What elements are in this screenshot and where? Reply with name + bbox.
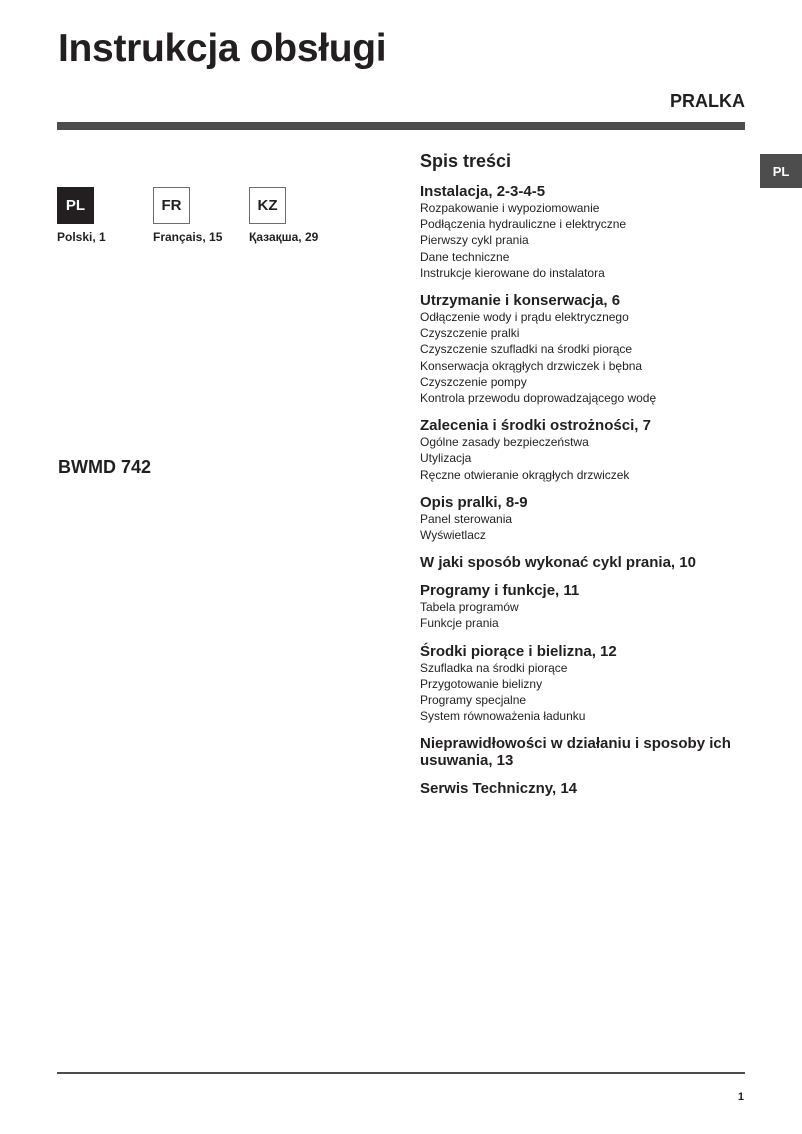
page-number: 1 xyxy=(737,1091,744,1103)
header-divider xyxy=(57,122,745,130)
toc-item[interactable]: Czyszczenie pralki xyxy=(420,326,520,341)
toc-item[interactable]: Kontrola przewodu doprowadzającego wodę xyxy=(420,391,657,406)
toc-heading[interactable]: Serwis Techniczny, 14 xyxy=(420,780,578,798)
toc-heading[interactable]: Opis pralki, 8-9 xyxy=(420,493,528,511)
toc-section-safety xyxy=(420,417,750,483)
toc-item[interactable]: Wyświetlacz xyxy=(420,528,486,543)
toc-item[interactable]: Instrukcje kierowane do instalatora xyxy=(420,265,605,280)
toc-item[interactable]: Podłączenia hydrauliczne i elektryczne xyxy=(420,217,627,232)
toc-item[interactable]: Utylizacja xyxy=(420,451,472,466)
toc-heading[interactable]: Programy i funkcje, 11 xyxy=(420,582,580,600)
language-code-box[interactable]: PL xyxy=(57,187,94,224)
toc-item[interactable]: Funkcje prania xyxy=(420,616,499,631)
language-kz[interactable] xyxy=(249,187,318,244)
toc-heading[interactable]: W jaki sposób wykonać cykl prania, 10 xyxy=(420,554,696,572)
toc-section-description xyxy=(420,494,750,543)
page-title: Instrukcja obsługi xyxy=(58,27,387,70)
toc-heading[interactable]: Utrzymanie i konserwacja, 6 xyxy=(420,292,621,310)
toc-item[interactable]: Ogólne zasady bezpieczeństwa xyxy=(420,435,589,450)
toc-item[interactable]: Panel sterowania xyxy=(420,511,513,526)
toc-item[interactable]: Programy specjalne xyxy=(420,693,527,708)
language-label: Қазақша, 29 xyxy=(249,230,319,244)
toc-item[interactable]: Rozpakowanie i wypoziomowanie xyxy=(420,201,600,215)
toc-section-maintenance xyxy=(420,292,750,406)
language-code-box[interactable]: FR xyxy=(153,187,190,224)
toc-item[interactable]: Konserwacja okrągłych drzwiczek i bębna xyxy=(420,358,643,373)
product-type: PRALKA xyxy=(670,91,745,111)
toc-section-troubleshooting xyxy=(420,735,750,769)
table-of-contents xyxy=(420,150,750,808)
toc-heading[interactable]: Zalecenia i środki ostrożności, 7 xyxy=(420,417,651,435)
toc-heading[interactable]: Środki piorące i bielizna, 12 xyxy=(420,642,617,660)
toc-item[interactable]: Pierwszy cykl prania xyxy=(420,233,529,248)
language-side-tab: PL xyxy=(760,154,802,188)
language-code-box[interactable]: KZ xyxy=(249,187,286,224)
language-fr[interactable] xyxy=(153,187,222,244)
language-label: Français, 15 xyxy=(153,230,223,244)
toc-heading[interactable]: Instalacja, 2-3-4-5 xyxy=(420,183,546,200)
toc-item[interactable]: Czyszczenie pompy xyxy=(420,374,527,389)
toc-title: Spis treści xyxy=(420,151,512,171)
toc-item[interactable]: Tabela programów xyxy=(420,600,519,615)
footer-divider xyxy=(57,1072,745,1074)
toc-section-installation xyxy=(420,183,750,281)
toc-section-service xyxy=(420,780,750,797)
toc-item[interactable]: Dane techniczne xyxy=(420,249,510,264)
language-pl[interactable] xyxy=(57,187,106,244)
toc-item[interactable]: Przygotowanie bielizny xyxy=(420,676,543,691)
toc-item[interactable]: Czyszczenie szufladki na środki piorące xyxy=(420,342,633,357)
toc-section-wash-cycle xyxy=(420,554,750,571)
toc-section-detergents xyxy=(420,643,750,725)
toc-item[interactable]: Ręczne otwieranie okrągłych drzwiczek xyxy=(420,467,630,482)
language-label: Polski, 1 xyxy=(57,230,106,244)
toc-section-programs xyxy=(420,582,750,631)
model-name: BWMD 742 xyxy=(58,457,152,477)
toc-item[interactable]: System równoważenia ładunku xyxy=(420,709,586,724)
toc-item[interactable]: Odłączenie wody i prądu elektrycznego xyxy=(420,310,629,325)
toc-item[interactable]: Szufladka na środki piorące xyxy=(420,660,568,675)
toc-heading[interactable]: Nieprawidłowości w działaniu i sposoby ich usuwania, 13 xyxy=(420,735,731,770)
